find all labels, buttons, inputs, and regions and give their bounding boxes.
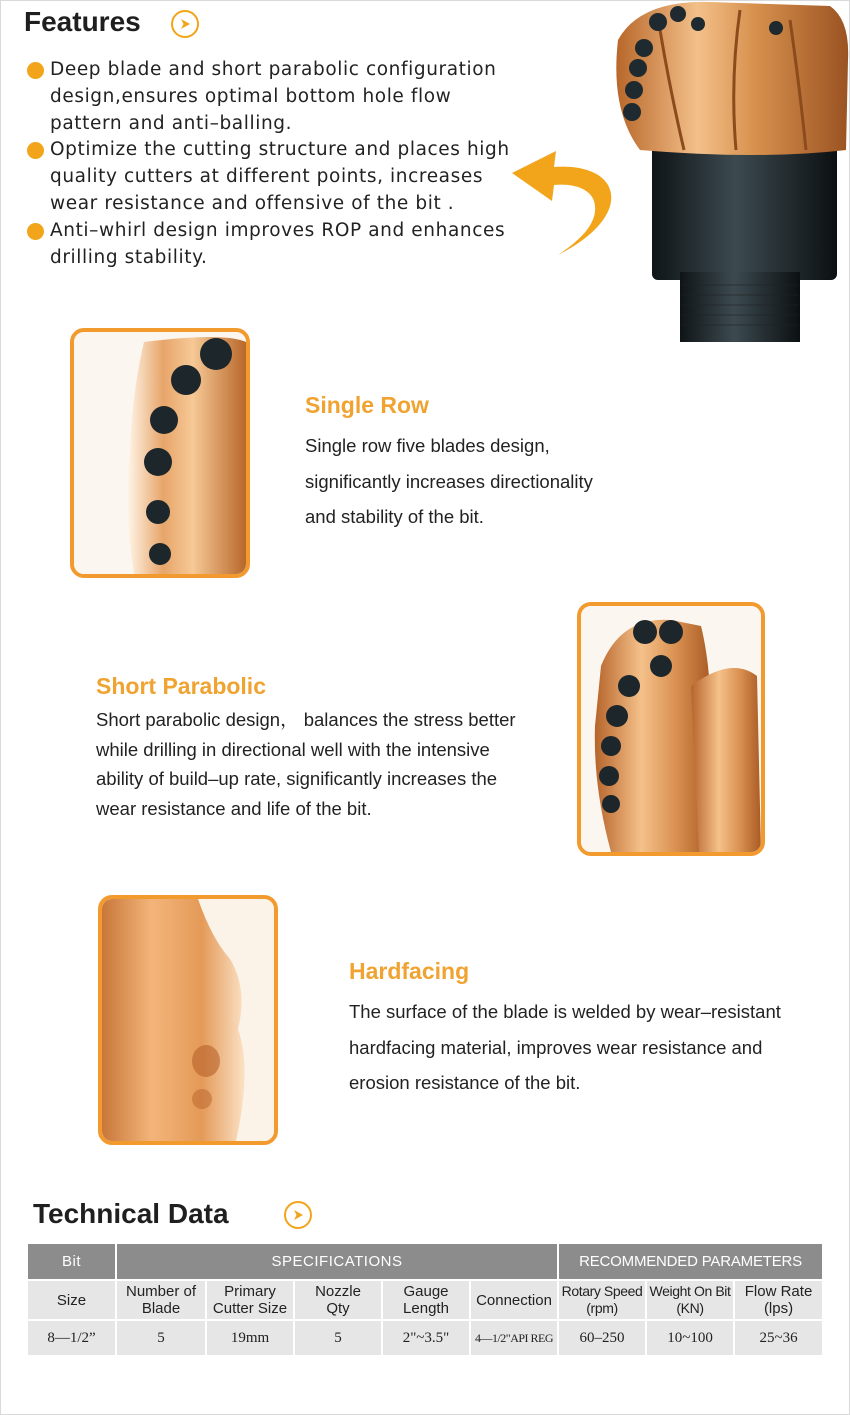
- feature-bullet: [26, 137, 526, 217]
- cell-connection: 4—1/2"API REG: [470, 1320, 558, 1356]
- column-rotary-speed: Rotary Speed (rpm): [558, 1280, 646, 1320]
- header-bit: Bit: [28, 1244, 116, 1280]
- cell-gauge-length: 2"~3.5": [382, 1320, 470, 1356]
- single-row-photo: [70, 328, 250, 578]
- cell-weight-on-bit: 10~100: [646, 1320, 734, 1356]
- features-list: [26, 57, 526, 271]
- pdc-bit-image: [600, 0, 850, 345]
- feature-bullet-text: Deep blade and short parabolic configuration design,ensures optimal bottom hole flow pattern and anti–balling.: [50, 59, 497, 134]
- column-size: Size: [28, 1280, 116, 1320]
- header-recommended-parameters: RECOMMENDED PARAMETERS: [558, 1244, 823, 1280]
- column-connection: Connection: [470, 1280, 558, 1320]
- features-title: Features: [24, 6, 141, 37]
- technical-data-table: [28, 1244, 824, 1357]
- section-title-single-row: Single Row: [305, 392, 429, 418]
- feature-bullet-text: Optimize the cutting structure and places high quality cutters at different points, increases wear resistance and offensive of the bit .: [50, 139, 510, 214]
- column-number-of-blade: Number of Blade: [116, 1280, 206, 1320]
- cell-flow-rate: 25~36: [734, 1320, 823, 1356]
- section-title-hardfacing: Hardfacing: [349, 958, 470, 984]
- orange-dot-icon: [27, 223, 44, 240]
- cell-number-of-blade: 5: [116, 1320, 206, 1356]
- cell-size: 8—1/2”: [28, 1320, 116, 1356]
- column-gauge-length: Gauge Length: [382, 1280, 470, 1320]
- short-parabolic-photo: [577, 602, 765, 856]
- table-row: [28, 1320, 823, 1356]
- feature-bullet: [26, 57, 526, 137]
- section-title-short-parabolic: Short Parabolic: [96, 673, 266, 699]
- orange-dot-icon: [27, 142, 44, 159]
- cell-primary-cutter-size: 19mm: [206, 1320, 294, 1356]
- feature-bullet: [26, 218, 526, 272]
- column-primary-cutter-size: Primary Cutter Size: [206, 1280, 294, 1320]
- table-column-header: [28, 1280, 823, 1320]
- table-group-header: [28, 1244, 823, 1280]
- arrow-right-circle-icon: [171, 10, 199, 38]
- orange-dot-icon: [27, 62, 44, 79]
- hardfacing-photo: [98, 895, 278, 1145]
- arrow-right-circle-icon: [284, 1201, 312, 1229]
- section-text-short-parabolic: Short parabolic design， balances the stress better while drilling in directional well with the intensive ability of build–up rate, significantly increases the wear resistance and life of the bit.: [96, 709, 516, 819]
- feature-bullet-text: Anti–whirl design improves ROP and enhances drilling stability.: [50, 219, 506, 268]
- column-flow-rate: Flow Rate (lps): [734, 1280, 823, 1320]
- column-nozzle-qty: Nozzle Qty: [294, 1280, 382, 1320]
- cell-nozzle-qty: 5: [294, 1320, 382, 1356]
- technical-data-title: Technical Data: [33, 1198, 229, 1229]
- column-weight-on-bit: Weight On Bit (KN): [646, 1280, 734, 1320]
- section-text-single-row: Single row five blades design, significantly increases directionality and stability of the bit.: [305, 435, 593, 527]
- cell-rotary-speed: 60–250: [558, 1320, 646, 1356]
- header-specifications: SPECIFICATIONS: [116, 1244, 558, 1280]
- section-text-hardfacing: The surface of the blade is welded by wear–resistant hardfacing material, improves wear resistance and erosion resistance of the bit.: [349, 1001, 781, 1093]
